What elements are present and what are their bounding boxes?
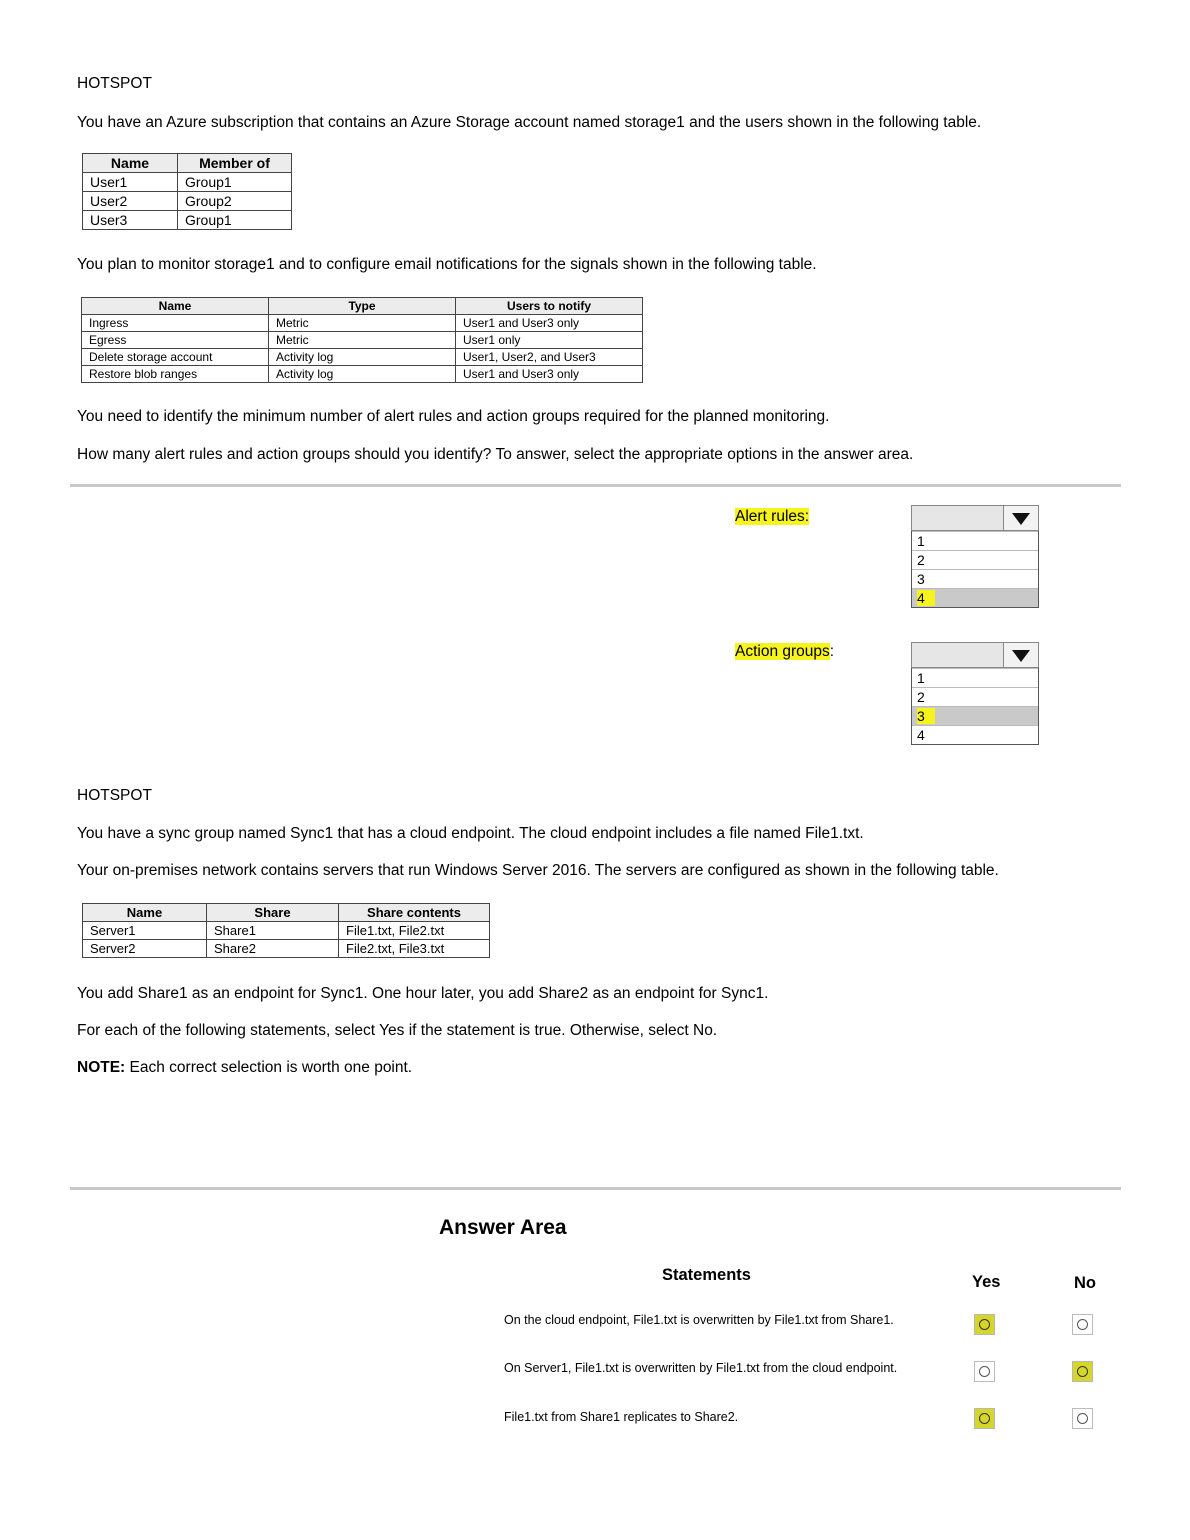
q1-intro: You have an Azure subscription that contains an Azure Storage account named storage1 and the users shown in the following table.	[77, 114, 982, 131]
q2-intro: You have a sync group named Sync1 that has a cloud endpoint. The cloud endpoint includes a file named File1.txt.	[77, 825, 864, 842]
cell: Share1	[207, 922, 339, 940]
servers-header-contents: Share contents	[339, 904, 490, 922]
action-groups-option[interactable]: 1	[912, 668, 1038, 687]
table-row	[83, 211, 292, 230]
q1-heading: HOTSPOT	[77, 75, 152, 92]
alert-rules-option[interactable]: 1	[912, 531, 1038, 550]
alert-rules-label: Alert rules:	[735, 508, 810, 525]
action-groups-option[interactable]: 2	[912, 687, 1038, 706]
cell: User1, User2, and User3	[456, 349, 643, 366]
table-row	[82, 349, 643, 366]
statement-2-no-radio[interactable]	[1072, 1361, 1093, 1382]
q2-note	[77, 1059, 412, 1077]
alert-rules-option-selected[interactable]: 4	[912, 588, 1038, 607]
cell: User1	[83, 173, 178, 192]
q1-question: How many alert rules and action groups should you identify? To answer, select the appropriate options in the answer area.	[77, 446, 914, 463]
chevron-down-icon[interactable]	[1003, 643, 1038, 667]
action-groups-option-selected[interactable]: 3	[912, 706, 1038, 725]
signals-header-users: Users to notify	[456, 298, 643, 315]
alert-rules-select[interactable]	[911, 505, 1039, 531]
table-row	[82, 332, 643, 349]
cell: Ingress	[82, 315, 269, 332]
note-text: Each correct selection is worth one point.	[125, 1059, 413, 1076]
cell: File2.txt, File3.txt	[339, 940, 490, 958]
cell: User1 only	[456, 332, 643, 349]
no-header: No	[1074, 1274, 1096, 1292]
signals-table	[81, 297, 643, 383]
chevron-down-icon[interactable]	[1003, 506, 1038, 530]
alert-rules-option[interactable]: 2	[912, 550, 1038, 569]
servers-header-share: Share	[207, 904, 339, 922]
table-row	[83, 173, 292, 192]
cell: Restore blob ranges	[82, 366, 269, 383]
statement-2: On Server1, File1.txt is overwritten by File1.txt from the cloud endpoint.	[504, 1361, 898, 1375]
divider	[70, 1187, 1121, 1190]
action-groups-label: Action groups:	[735, 643, 835, 660]
q2-heading: HOTSPOT	[77, 787, 152, 804]
signals-header-type: Type	[269, 298, 456, 315]
action-groups-option[interactable]: 4	[912, 725, 1038, 744]
q2-add: You add Share1 as an endpoint for Sync1. One hour later, you add Share2 as an endpoint for Sync1.	[77, 985, 769, 1002]
cell: Group1	[178, 211, 292, 230]
cell: Delete storage account	[82, 349, 269, 366]
cell: Server1	[83, 922, 207, 940]
signals-header-name: Name	[82, 298, 269, 315]
cell: Metric	[269, 315, 456, 332]
action-groups-dropdown[interactable]	[911, 642, 1039, 745]
statement-1-yes-radio[interactable]	[974, 1314, 995, 1335]
cell: Group1	[178, 173, 292, 192]
statements-header: Statements	[662, 1266, 751, 1284]
table-row	[83, 192, 292, 211]
statement-3-yes-radio[interactable]	[974, 1408, 995, 1429]
alert-rules-options	[911, 531, 1039, 608]
statement-1: On the cloud endpoint, File1.txt is overwritten by File1.txt from Share1.	[504, 1313, 894, 1327]
q2-servers-intro: Your on-premises network contains servers that run Windows Server 2016. The servers are configured as shown in the following table.	[77, 862, 999, 879]
alert-rules-dropdown[interactable]	[911, 505, 1039, 608]
users-header-name: Name	[83, 154, 178, 173]
q2-instructions: For each of the following statements, select Yes if the statement is true. Otherwise, select No.	[77, 1022, 718, 1039]
note-label: NOTE:	[77, 1059, 126, 1076]
cell: Server2	[83, 940, 207, 958]
servers-table	[82, 903, 490, 958]
action-groups-options	[911, 668, 1039, 745]
users-header-member: Member of	[178, 154, 292, 173]
statement-1-no-radio[interactable]	[1072, 1314, 1093, 1335]
cell: User1 and User3 only	[456, 315, 643, 332]
cell: User2	[83, 192, 178, 211]
action-groups-select[interactable]	[911, 642, 1039, 668]
cell: Activity log	[269, 366, 456, 383]
answer-area-title: Answer Area	[439, 1216, 567, 1239]
alert-rules-option[interactable]: 3	[912, 569, 1038, 588]
divider	[70, 484, 1121, 487]
statement-3: File1.txt from Share1 replicates to Share2.	[504, 1410, 739, 1424]
cell: Activity log	[269, 349, 456, 366]
q1-need: You need to identify the minimum number of alert rules and action groups required for the planned monitoring.	[77, 408, 830, 425]
cell: Share2	[207, 940, 339, 958]
q1-plan: You plan to monitor storage1 and to configure email notifications for the signals shown in the following table.	[77, 256, 817, 273]
cell: File1.txt, File2.txt	[339, 922, 490, 940]
table-row	[82, 366, 643, 383]
cell: User1 and User3 only	[456, 366, 643, 383]
table-row	[82, 315, 643, 332]
cell: Egress	[82, 332, 269, 349]
servers-header-name: Name	[83, 904, 207, 922]
cell: User3	[83, 211, 178, 230]
cell: Group2	[178, 192, 292, 211]
users-table	[82, 153, 292, 230]
statement-2-yes-radio[interactable]	[974, 1361, 995, 1382]
table-row	[83, 940, 490, 958]
table-row	[83, 922, 490, 940]
yes-header: Yes	[972, 1273, 1001, 1291]
cell: Metric	[269, 332, 456, 349]
statement-3-no-radio[interactable]	[1072, 1408, 1093, 1429]
